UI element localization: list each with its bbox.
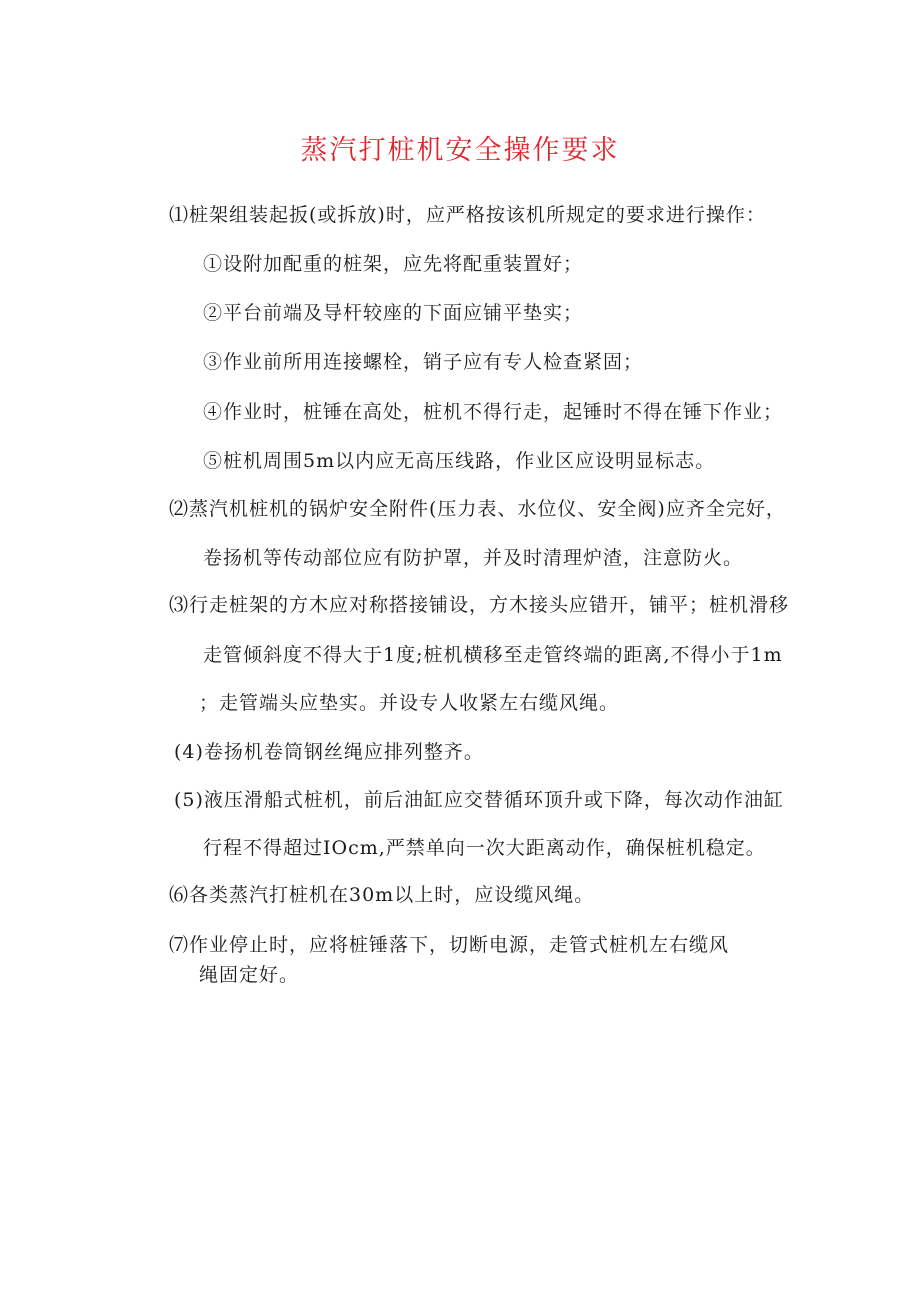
paragraph-3-line-1: ⑶行走桩架的方木应对称搭接铺设，方木接头应错开，铺平；桩机滑移 (169, 594, 790, 616)
paragraph-5-line-1: (5)液压滑船式桩机，前后油缸应交替循环顶升或下降，每次动作油缸 (174, 789, 784, 811)
document-title: 蒸汽打桩机安全操作要求 (300, 135, 620, 166)
paragraph-1-line-1: ⑴桩架组装起扳(或拆放)时，应严格按该机所规定的要求进行操作： (169, 204, 766, 226)
list-item-5: ⑤桩机周围5m以内应无高压线路，作业区应设明显标志。 (203, 450, 716, 472)
list-item-3: ③作业前所用连接螺栓，销子应有专人检查紧固； (203, 351, 644, 373)
paragraph-7-line-1: ⑺作业停止时，应将桩锤落下，切断电源，走管式桩机左右缆风 (169, 934, 730, 956)
list-item-4: ④作业时，桩锤在高处，桩机不得行走，起锤时不得在锤下作业； (203, 401, 784, 423)
paragraph-7-line-2: 绳固定好。 (199, 964, 300, 986)
paragraph-5-line-2: 行程不得超过IOcm,严禁单向一次大距离动作，确保桩机稳定。 (203, 837, 766, 859)
paragraph-6: ⑹各类蒸汽打桩机在30m以上时，应设缆风绳。 (169, 884, 595, 906)
paragraph-3-line-2: 走管倾斜度不得大于1度;桩机横移至走管终端的距离,不得小于1m (203, 644, 783, 666)
paragraph-2-line-2: 卷扬机等传动部位应有防护罩，并及时清理炉渣，注意防火。 (203, 547, 744, 569)
list-item-1: ①设附加配重的桩架，应先将配重装置好； (203, 253, 584, 275)
list-item-2: ②平台前端及导杆较座的下面应铺平垫实； (203, 302, 584, 324)
paragraph-4: (4)卷扬机卷筒钢丝绳应排列整齐。 (174, 741, 484, 763)
paragraph-3-line-3: ；走管端头应垫实。并设专人收紧左右缆风绳。 (199, 692, 620, 714)
paragraph-2-line-1: ⑵蒸汽机桩机的锅炉安全附件(压力表、水位仪、安全阀)应齐全完好， (169, 498, 786, 520)
